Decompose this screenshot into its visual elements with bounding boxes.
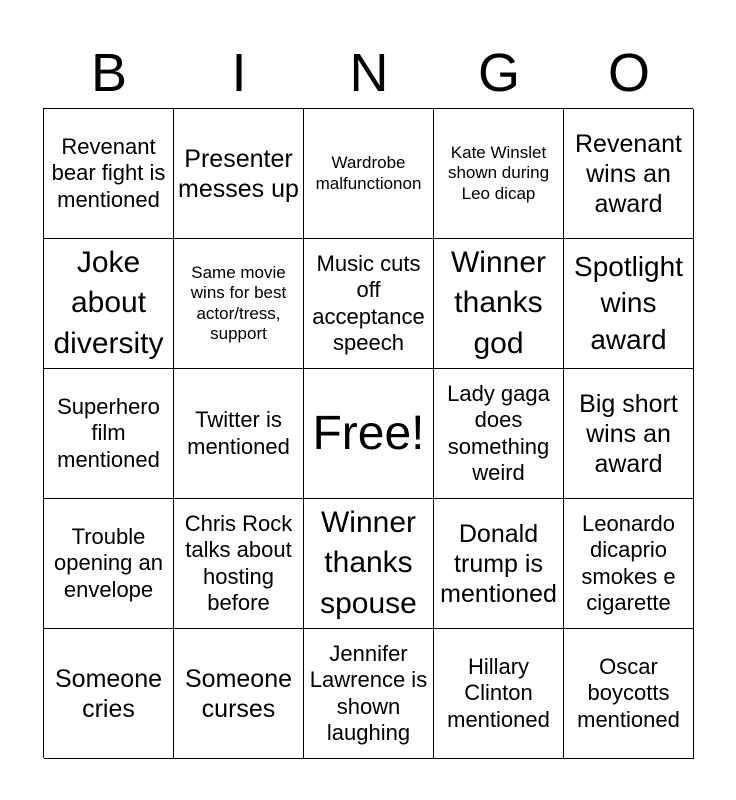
bingo-cell-r2-c2[interactable]	[174, 239, 304, 369]
cell-text: Superhero film mentioned	[57, 393, 160, 472]
cell-text: Someone curses	[184, 664, 293, 723]
bingo-cell-r5-c4[interactable]	[434, 629, 564, 759]
bingo-cell-r4-c1[interactable]	[44, 499, 174, 629]
bingo-cell-r3-c5[interactable]	[564, 369, 694, 499]
cell-text: Revenant wins an award	[574, 129, 683, 218]
header-letter-g: G	[477, 43, 520, 103]
bingo-cell-r3-c1[interactable]	[44, 369, 174, 499]
bingo-cell-r2-c3[interactable]	[304, 239, 434, 369]
cell-text: Donald trump is mentioned	[440, 519, 557, 608]
cell-text: Oscar boycotts mentioned	[577, 653, 680, 732]
bingo-cell-r2-c4[interactable]	[434, 239, 564, 369]
bingo-cell-r4-c4[interactable]	[434, 499, 564, 629]
cell-text: Winner thanks spouse	[320, 505, 417, 620]
cell-text: Big short wins an award	[579, 389, 678, 478]
cell-text: Same movie wins for best actor/tress, support	[190, 262, 287, 343]
header-letter-i: I	[231, 43, 247, 103]
bingo-cell-r5-c3[interactable]	[304, 629, 434, 759]
cell-text: Spotlight wins award	[574, 250, 683, 355]
cell-text: Chris Rock talks about hosting before	[184, 510, 293, 615]
cell-text: Lady gaga does something weird	[447, 380, 550, 485]
header-letter-o: O	[607, 43, 650, 103]
bingo-cell-r3-c2[interactable]	[174, 369, 304, 499]
bingo-cell-r1-c1[interactable]	[44, 109, 174, 239]
bingo-cell-r1-c3[interactable]	[304, 109, 434, 239]
bingo-cell-r2-c5[interactable]	[564, 239, 694, 369]
bingo-cell-r1-c4[interactable]	[434, 109, 564, 239]
free-space-text: Free!	[312, 406, 425, 460]
cell-text: Revenant bear fight is mentioned	[51, 133, 166, 212]
cell-text: Trouble opening an envelope	[54, 523, 163, 602]
bingo-cell-free[interactable]	[304, 369, 434, 499]
bingo-cell-r4-c5[interactable]	[564, 499, 694, 629]
cell-text: Someone cries	[54, 664, 163, 723]
cell-text: Hillary Clinton mentioned	[447, 653, 550, 732]
cell-text: Music cuts off acceptance speech	[312, 250, 425, 355]
cell-text: Kate Winslet shown during Leo dicap	[447, 142, 550, 203]
bingo-cell-r2-c1[interactable]	[44, 239, 174, 369]
header-letter-n: N	[349, 43, 389, 103]
cell-text: Jennifer Lawrence is shown laughing	[309, 640, 428, 745]
cell-text: Presenter messes up	[178, 144, 299, 203]
bingo-cell-r5-c5[interactable]	[564, 629, 694, 759]
cell-text: Wardrobe malfunctionon	[315, 153, 422, 193]
bingo-header	[44, 38, 694, 108]
bingo-cell-r4-c3[interactable]	[304, 499, 434, 629]
bingo-cell-r5-c1[interactable]	[44, 629, 174, 759]
bingo-board	[43, 108, 693, 758]
bingo-cell-r1-c5[interactable]	[564, 109, 694, 239]
cell-text: Leonardo dicaprio smokes e cigarette	[581, 510, 676, 615]
cell-text: Winner thanks god	[450, 245, 547, 360]
cell-text: Joke about diversity	[53, 245, 164, 360]
cell-text: Twitter is mentioned	[187, 407, 290, 459]
bingo-cell-r5-c2[interactable]	[174, 629, 304, 759]
bingo-cell-r4-c2[interactable]	[174, 499, 304, 629]
bingo-cell-r3-c4[interactable]	[434, 369, 564, 499]
header-letter-b: B	[90, 43, 128, 103]
bingo-cell-r1-c2[interactable]	[174, 109, 304, 239]
